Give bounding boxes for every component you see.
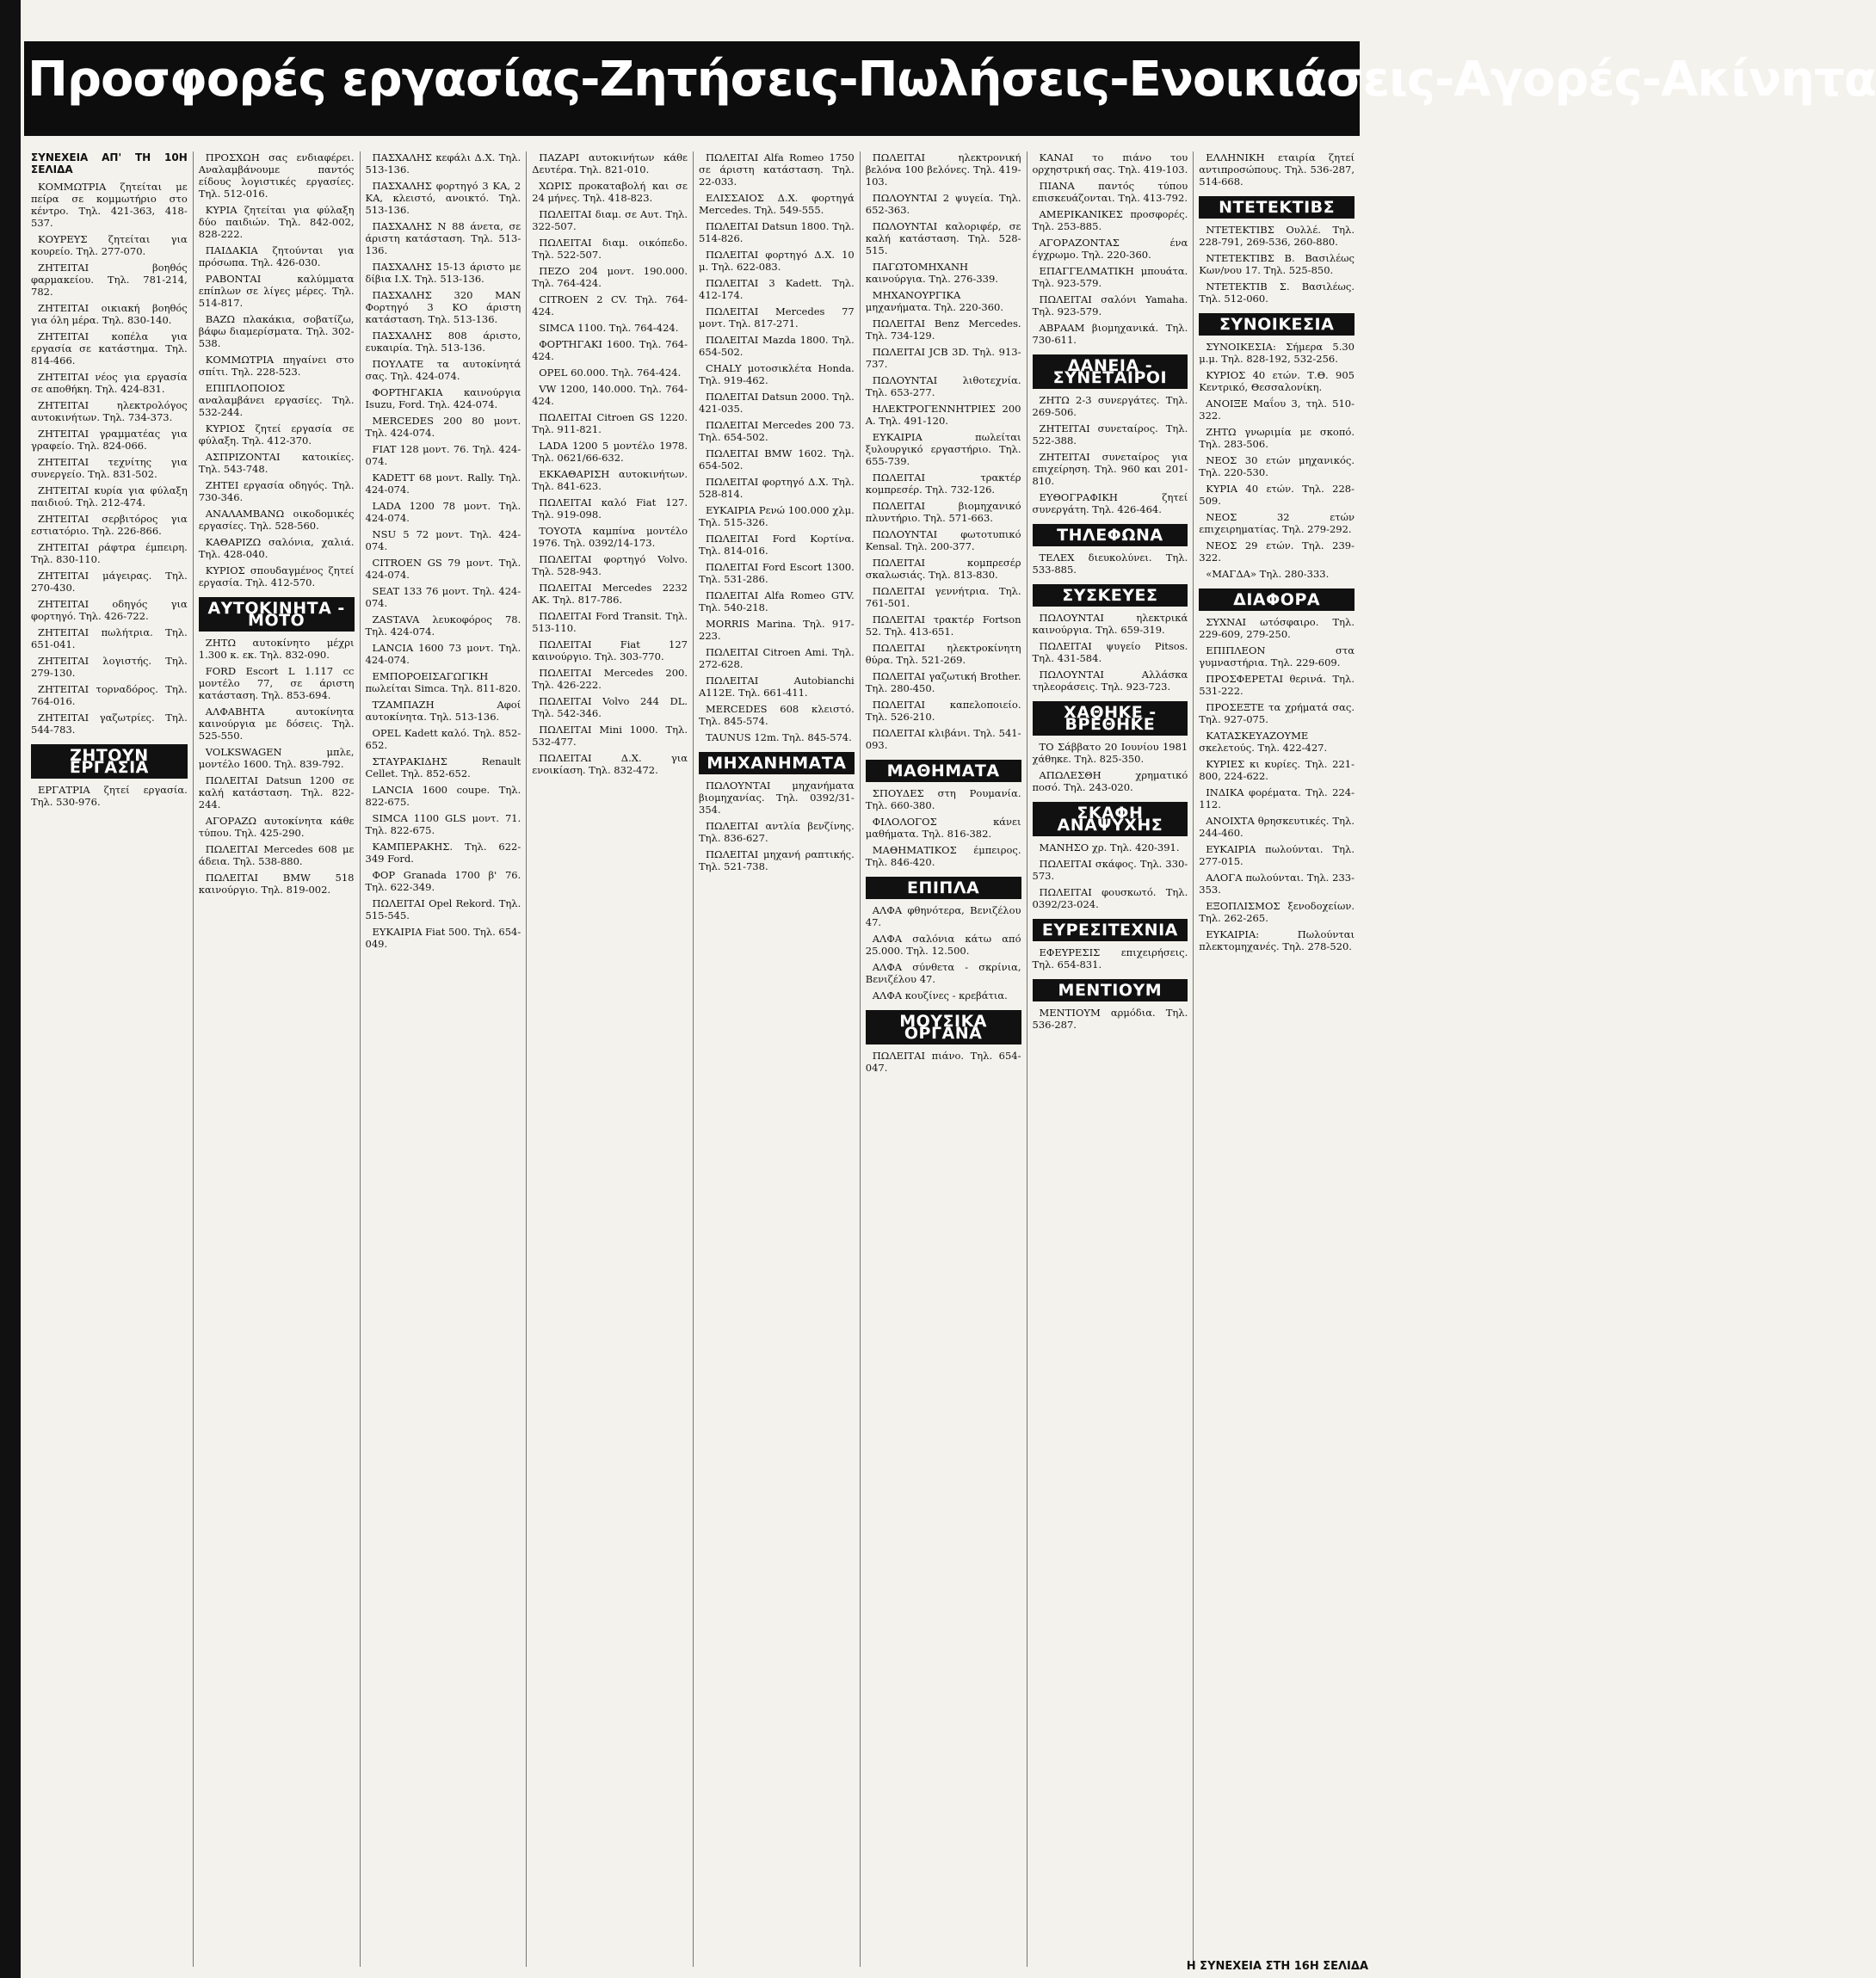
classified-ad: ΕΥΘΟΓΡΑΦΙΚΗ ζητεί συνεργάτη. Τηλ. 426-464.: [1032, 491, 1188, 515]
classified-ad: ΠΩΛΕΙΤΑΙ βιομηχανικό πλυντήριο. Τηλ. 571-663.: [865, 500, 1021, 524]
classified-ad: ΚΥΡΙΕΣ κι κυρίες. Τηλ. 221-800, 224-622.: [1199, 758, 1355, 782]
classified-ad: ΖΗΤΕΙΤΑΙ νέος για εργασία σε αποθήκη. Τηλ. 424-831.: [31, 371, 188, 395]
classified-ad: FORD Escort L 1.117 cc μοντέλο 77, σε άριστη κατάσταση. Τηλ. 853-694.: [198, 665, 355, 701]
classified-ad: ΕΠΙΠΛΟΠΟΙΟΣ αναλαμβάνει εργασίες. Τηλ. 532-244.: [198, 382, 355, 418]
classified-ad: ΕΥΚΑΙΡΙΑ πωλούνται. Τηλ. 277-015.: [1199, 843, 1355, 867]
classified-ad: ΠΑΣΧΑΛΗΣ φορτηγό 3 ΚΑ, 2 ΚΑ, κλειστό, ανοικτό. Τηλ. 513-136.: [365, 180, 521, 216]
classified-ad: ΚΟΜΜΩΤΡΙΑ ζητείται με πείρα σε κομμωτήριο στο κέντρο. Τηλ. 421-363, 418-537.: [31, 181, 188, 229]
page-header: [24, 41, 1876, 136]
classified-ad: ΠΟΥΛΑΤΕ τα αυτοκίνητά σας. Τηλ. 424-074.: [365, 358, 521, 382]
classified-ad: MORRIS Marina. Τηλ. 917-223.: [699, 618, 855, 642]
section-heading: ΑΥΤΟΚΙΝΗΤΑ - ΜΟΤΟ: [199, 597, 355, 632]
classified-ad: ΦΟΡ Granada 1700 β' 76. Τηλ. 622-349.: [365, 869, 521, 893]
classified-ad: ΠΩΛΕΙΤΑΙ Volvo 244 DL. Τηλ. 542-346.: [532, 695, 688, 719]
section-heading: ΕΥΡΕΣΙΤΕΧΝΙΑ: [1033, 919, 1188, 941]
classified-ad: ΚΥΡΙΟΣ 40 ετών. Τ.Θ. 905 Κεντρικό, Θεσσαλονίκη.: [1199, 369, 1355, 393]
section-heading: ΝΤΕΤΕΚΤΙΒΣ: [1199, 196, 1355, 219]
section-heading: ΣΥΣΚΕΥΕΣ: [1033, 584, 1188, 607]
classified-ad: ΠΩΛΕΙΤΑΙ τρακτέρ Fortson 52. Τηλ. 413-651.: [865, 613, 1021, 638]
classified-ad: ΠΩΛΕΙΤΑΙ γεννήτρια. Τηλ. 761-501.: [865, 585, 1021, 609]
classified-ad: ΠΑΣΧΑΛΗΣ κεφάλι Δ.Χ. Τηλ. 513-136.: [365, 151, 521, 176]
section-heading: ΕΠΙΠΛΑ: [866, 877, 1021, 899]
classified-ad: ΖΗΤΕΙΤΑΙ κυρία για φύλαξη παιδιού. Τηλ. 212-474.: [31, 484, 188, 508]
classified-ad: ΤΟ Σάββατο 20 Ιουνίου 1981 χάθηκε. Τηλ. 825-350.: [1032, 741, 1188, 765]
classified-ad: ΠΩΛΕΙΤΑΙ αντλία βενζίνης. Τηλ. 836-627.: [699, 820, 855, 844]
section-heading: ΜΕΝΤΙΟΥΜ: [1033, 979, 1188, 1001]
classified-ad: ΠΩΛΕΙΤΑΙ Alfa Romeo GTV. Τηλ. 540-218.: [699, 589, 855, 613]
classified-ad: ΠΩΛΕΙΤΑΙ φουσκωτό. Τηλ. 0392/23-024.: [1032, 886, 1188, 910]
classified-ad: ΧΩΡΙΣ προκαταβολή και σε 24 μήνες. Τηλ. 418-823.: [532, 180, 688, 204]
classified-ad: ΙΝΔΙΚΑ φορέματα. Τηλ. 224-112.: [1199, 786, 1355, 810]
classified-ad: ΕΛΙΣΣΑΙΟΣ Δ.Χ. φορτηγά Mercedes. Τηλ. 549-555.: [699, 192, 855, 216]
classified-ad: ΚΟΜΜΩΤΡΙΑ πηγαίνει στο σπίτι. Τηλ. 228-523.: [198, 354, 355, 378]
classified-ad: ΤΖΑΜΠΑΖΗ Αφοί αυτοκίνητα. Τηλ. 513-136.: [365, 699, 521, 723]
classified-ad: ΑΛΦΑ φθηνότερα, Βενιζέλου 47.: [865, 904, 1021, 928]
classified-ad: ΠΩΛΕΙΤΑΙ Citroen Ami. Τηλ. 272-628.: [699, 646, 855, 670]
classified-ad: ΠΩΛΟΥΝΤΑΙ λιθοτεχνία. Τηλ. 653-277.: [865, 374, 1021, 398]
classified-ad: ΝΕΟΣ 32 ετών επιχειρηματίας. Τηλ. 279-292.: [1199, 511, 1355, 535]
classified-ad: SIMCA 1100 GLS μοντ. 71. Τηλ. 822-675.: [365, 812, 521, 836]
classified-ad: ΚΟΥΡΕΥΣ ζητείται για κουρείο. Τηλ. 277-070.: [31, 233, 188, 257]
classified-ad: ΖΗΤΕΙΤΑΙ βοηθός φαρμακείου. Τηλ. 781-214, 782.: [31, 262, 188, 298]
classified-ad: ΠΩΛΕΙΤΑΙ Ford Transit. Τηλ. 513-110.: [532, 610, 688, 634]
column-4: [526, 151, 693, 1967]
classified-ad: ΣΥΧΝΑΙ ωτόσφαιρο. Τηλ. 229-609, 279-250.: [1199, 616, 1355, 640]
classified-ad: ΠΩΛΕΙΤΑΙ ηλεκτροκίνητη θύρα. Τηλ. 521-269.: [865, 642, 1021, 666]
classified-ad: ΠΩΛΕΙΤΑΙ ηλεκτρονική βελόνα 100 βελόνες. Τηλ. 419-103.: [865, 151, 1021, 188]
classified-ad: ΠΩΛΕΙΤΑΙ Ford Κορτίνα. Τηλ. 814-016.: [699, 533, 855, 557]
classified-ad: ZASTAVA λευκοφόρος 78. Τηλ. 424-074.: [365, 613, 521, 638]
classified-ad: ΑΛΦΑ σύνθετα - σκρίνια, Βενιζέλου 47.: [865, 961, 1021, 985]
column-7: [1027, 151, 1194, 1967]
classified-ad: ΣΠΟΥΔΕΣ στη Ρουμανία. Τηλ. 660-380.: [865, 787, 1021, 811]
column-3: [360, 151, 527, 1967]
classified-ad: ΠΩΛΕΙΤΑΙ καλό Fiat 127. Τηλ. 919-098.: [532, 496, 688, 521]
classified-ad: ΠΩΛΟΥΝΤΑΙ Αλλάσκα τηλεοράσεις. Τηλ. 923-723.: [1032, 669, 1188, 693]
classified-ad: ΕΛΛΗΝΙΚΗ εταιρία ζητεί αντιπροσώπους. Τηλ. 536-287, 514-668.: [1199, 151, 1355, 188]
classified-ad: ΠΩΛΕΙΤΑΙ φορτηγό Volvo. Τηλ. 528-943.: [532, 553, 688, 577]
classified-ad: ΚΥΡΙΟΣ σπουδαγμένος ζητεί εργασία. Τηλ. 412-570.: [198, 564, 355, 588]
classified-ad: ΗΛΕΚΤΡΟΓΕΝΝΗΤΡΙΕΣ 200 A. Τηλ. 491-120.: [865, 403, 1021, 427]
section-heading: ΧΑΘΗΚΕ - ΒΡΕΘΗΚΕ: [1033, 701, 1188, 736]
classified-ad: ΑΜΕΡΙΚΑΝΙΚΕΣ προσφορές. Τηλ. 253-885.: [1032, 208, 1188, 232]
classified-ad: ΠΑΓΩΤΟΜΗΧΑΝΗ καινούργια. Τηλ. 276-339.: [865, 261, 998, 285]
classified-ad: ΠΩΛΕΙΤΑΙ γαζωτική Brother. Τηλ. 280-450.: [865, 670, 1021, 694]
section-heading: ΜΑΘΗΜΑΤΑ: [866, 760, 1021, 782]
page-edge-strip: [0, 0, 21, 1978]
classified-ad: ΠΩΛΕΙΤΑΙ φορτηγό Δ.Χ. Τηλ. 528-814.: [699, 476, 855, 500]
classified-ad: ΖΗΤΕΙΤΑΙ οδηγός για φορτηγό. Τηλ. 426-722.: [31, 598, 188, 622]
classified-ad: ΠΩΛΕΙΤΑΙ τρακτέρ κομπρεσέρ. Τηλ. 732-126.: [865, 471, 1021, 496]
classified-ad: CITROEN 2 CV. Τηλ. 764-424.: [532, 293, 688, 317]
section-heading: ΜΟΥΣΙΚΑ ΟΡΓΑΝΑ: [866, 1010, 1021, 1044]
classified-ad: ΕΜΠΟΡΟΕΙΣΑΓΩΓΙΚΗ πωλείται Simca. Τηλ. 811-820.: [365, 670, 521, 694]
classified-ad: ΠΑΖΑΡΙ αυτοκινήτων κάθε Δευτέρα. Τηλ. 821-010.: [532, 151, 688, 176]
section-heading: ΣΥΝΟΙΚΕΣΙΑ: [1199, 313, 1355, 336]
classified-ad: ΠΩΛΕΙΤΑΙ Datsun 1200 σε καλή κατάσταση. Τηλ. 822-244.: [198, 774, 355, 810]
classified-ad: ΖΗΤΩ αυτοκίνητο μέχρι 1.300 κ. εκ. Τηλ. 832-090.: [198, 637, 355, 661]
classified-ad: ΠΩΛΕΙΤΑΙ Opel Rekord. Τηλ. 515-545.: [365, 897, 521, 921]
classified-ad: ΜΕΝΤΙΟΥΜ αρμόδια. Τηλ. 536-287.: [1032, 1007, 1188, 1031]
classified-ad: ΠΙΑΝΑ παντός τύπου επισκευάζονται. Τηλ. 413-792.: [1032, 180, 1188, 204]
classified-ad: ΝΤΕΤΕΚΤΙΒΣ Β. Βασιλέως Κων/νου 17. Τηλ. 525-850.: [1199, 252, 1355, 276]
classified-ad: ΠΕΖΟ 204 μοντ. 190.000. Τηλ. 764-424.: [532, 265, 688, 289]
classified-ad: ΠΑΙΔΑΚΙΑ ζητούνται για πρόσωπα. Τηλ. 426-030.: [198, 244, 355, 268]
classified-ad: ΡΑΒΟΝΤΑΙ καλύμματα επίπλων σε λίγες μέρες. Τηλ. 514-817.: [198, 273, 355, 309]
classified-ad: «ΜΑΓΔΑ» Τηλ. 280-333.: [1206, 568, 1330, 580]
classified-ad: SIMCA 1100. Τηλ. 764-424.: [539, 322, 679, 334]
classified-ad: ΚΑΘΑΡΙΖΩ σαλόνια, χαλιά. Τηλ. 428-040.: [198, 536, 355, 560]
classified-ad: TAUNUS 12m. Τηλ. 845-574.: [706, 731, 852, 743]
classified-ad: ΝΤΕΤΕΚΤΙΒ Σ. Βασιλέως. Τηλ. 512-060.: [1199, 280, 1355, 305]
section-heading: ΔΑΝΕΙΑ - ΣΥΝΕΤΑΙΡΟΙ: [1033, 354, 1188, 389]
classified-ad: ΠΩΛΟΥΝΤΑΙ ηλεκτρικά καινούργια. Τηλ. 659-319.: [1032, 612, 1188, 636]
section-heading: ΖΗΤΟΥΝ ΕΡΓΑΣΙΑ: [31, 744, 188, 779]
classified-ad: ΦΟΡΤΗΓΑΚΙ 1600. Τηλ. 764-424.: [532, 338, 688, 362]
classified-ad: ΕΠΑΓΓΕΛΜΑΤΙΚΗ μπουάτα. Τηλ. 923-579.: [1032, 265, 1188, 289]
classified-ad: ΦΟΡΤΗΓΑΚΙΑ καινούργια Isuzu, Ford. Τηλ. 424-074.: [365, 386, 521, 410]
classified-ad: ΕΞΟΠΛΙΣΜΟΣ ξενοδοχείων. Τηλ. 262-265.: [1199, 900, 1355, 924]
classified-ad: ΒΑΖΩ πλακάκια, σοβατίζω, βάφω διαμερίσματα. Τηλ. 302-538.: [198, 313, 355, 349]
continuation-heading: ΣΥΝΕΧΕΙΑ ΑΠ' ΤΗ 10Η ΣΕΛΙΔΑ: [31, 151, 188, 176]
classified-ad: ΠΩΛΕΙΤΑΙ διαμ. οικόπεδο. Τηλ. 522-507.: [532, 237, 688, 261]
classified-ad: VW 1200, 140.000. Τηλ. 764-424.: [532, 383, 688, 407]
classified-ad: ΑΝΑΛΑΜΒΑΝΩ οικοδομικές εργασίες. Τηλ. 528-560.: [198, 508, 355, 532]
classified-ad: ΚΥΡΙΑ ζητείται για φύλαξη δύο παιδιών. Τηλ. 842-002, 828-222.: [198, 204, 355, 240]
classified-ad: ΜΑΝΗΣΟ χρ. Τηλ. 420-391.: [1039, 841, 1180, 853]
classified-ad: ΠΩΛΕΙΤΑΙ καπελοποιείο. Τηλ. 526-210.: [865, 699, 1021, 723]
section-heading: ΔΙΑΦΟΡΑ: [1199, 588, 1355, 611]
classified-ad: ΖΗΤΕΙΤΑΙ συνεταίρος. Τηλ. 522-388.: [1032, 422, 1188, 447]
classified-ad: ΠΩΛΕΙΤΑΙ Autobianchi A112E. Τηλ. 661-411.: [699, 675, 855, 699]
classified-ad: NSU 5 72 μοντ. Τηλ. 424-074.: [365, 528, 521, 552]
classified-ad: KADETT 68 μοντ. Rally. Τηλ. 424-074.: [365, 471, 521, 496]
classified-ad: ΠΩΛΕΙΤΑΙ Δ.Χ. για ενοικίαση. Τηλ. 832-472.: [532, 752, 688, 776]
classified-ad: ΦΙΛΟΛΟΓΟΣ κάνει μαθήματα. Τηλ. 816-382.: [865, 816, 1021, 840]
classified-ad: ΑΠΩΛΕΣΘΗ χρηματικό ποσό. Τηλ. 243-020.: [1032, 769, 1188, 793]
classified-ad: ΑΛΦΑΒΗΤΑ αυτοκίνητα καινούργια με δόσεις. Τηλ. 525-550.: [198, 706, 355, 742]
classified-ad: ΠΩΛΕΙΤΑΙ Citroen GS 1220. Τηλ. 911-821.: [532, 411, 688, 435]
classified-ad: ΠΩΛΕΙΤΑΙ πιάνο. Τηλ. 654-047.: [865, 1050, 1021, 1074]
classified-ad: ΕΥΚΑΙΡΙΑ: Πωλούνται πλεκτομηχανές. Τηλ. 278-520.: [1199, 928, 1355, 952]
classified-ad: TOYOTA καμπίνα μοντέλο 1976. Τηλ. 0392/14-173.: [532, 525, 688, 549]
classified-ad: ΖΗΤΕΙΤΑΙ οικιακή βοηθός για όλη μέρα. Τηλ. 830-140.: [31, 302, 188, 326]
classified-ad: ΑΣΠΡΙΖΟΝΤΑΙ κατοικίες. Τηλ. 543-748.: [198, 451, 355, 475]
classified-ad: LADA 1200 78 μοντ. Τηλ. 424-074.: [365, 500, 521, 524]
classified-ad: ΠΩΛΕΙΤΑΙ Mercedes 2232 AK. Τηλ. 817-786.: [532, 582, 688, 606]
classified-ad: ΠΡΟΣΕΞΤΕ τα χρήματά σας. Τηλ. 927-075.: [1199, 701, 1355, 725]
classified-ad: ΠΩΛΟΥΝΤΑΙ μηχανήματα βιομηχανίας. Τηλ. 0392/31-354.: [699, 779, 855, 816]
classified-ad: ΖΗΤΕΙΤΑΙ γαζωτρίες. Τηλ. 544-783.: [31, 712, 188, 736]
classified-ad: VOLKSWAGEN μπλε, μοντέλο 1600. Τηλ. 839-792.: [198, 746, 355, 770]
classified-ad: ΑΛΟΓΑ πωλούνται. Τηλ. 233-353.: [1199, 872, 1355, 896]
classified-ad: ΕΡΓΑΤΡΙΑ ζητεί εργασία. Τηλ. 530-976.: [31, 784, 188, 808]
classified-ad: ΑΓΟΡΑΖΩ αυτοκίνητα κάθε τύπου. Τηλ. 425-290.: [198, 815, 355, 839]
section-heading: ΣΚΑΦΗ ΑΝΑΨΥΧΗΣ: [1033, 802, 1188, 836]
classified-ad: ΠΡΟΣΧΩΗ σας ενδιαφέρει. Αναλαμβάνουμε παντός είδους λογιστικές εργασίες. Τηλ. 512-016.: [198, 151, 355, 200]
classified-ad: ΚΑΜΠΕΡΑΚΗΣ. Τηλ. 622-349 Ford.: [365, 841, 521, 865]
classified-ad: ΠΩΛΟΥΝΤΑΙ φωτοτυπικό Kensal. Τηλ. 200-377.: [865, 528, 1021, 552]
classified-ad: ΠΩΛΕΙΤΑΙ κλιβάνι. Τηλ. 541-093.: [865, 727, 1021, 751]
classified-ad: MERCEDES 608 κλειστό. Τηλ. 845-574.: [699, 703, 855, 727]
classified-ad: ΖΗΤΕΙΤΑΙ γραμματέας για γραφείο. Τηλ. 824-066.: [31, 428, 188, 452]
classified-ad: ΠΩΛΕΙΤΑΙ Datsun 2000. Τηλ. 421-035.: [699, 391, 855, 415]
classified-ad: ΠΩΛΟΥΝΤΑΙ καλοριφέρ, σε καλή κατάσταση. Τηλ. 528-515.: [865, 220, 1021, 256]
classified-ad: ΠΡΟΣΦΕΡΕΤΑΙ θερινά. Τηλ. 531-222.: [1199, 673, 1355, 697]
classified-ad: ΠΩΛΕΙΤΑΙ ψυγείο Pitsos. Τηλ. 431-584.: [1032, 640, 1188, 664]
column-6: [860, 151, 1027, 1967]
classified-ad: ΕΥΚΑΙΡΙΑ Fiat 500. Τηλ. 654-049.: [365, 926, 521, 950]
classified-ad: ΠΩΛΕΙΤΑΙ σαλόνι Yamaha. Τηλ. 923-579.: [1032, 293, 1188, 317]
classified-ad: ΠΩΛΕΙΤΑΙ διαμ. σε Αυτ. Τηλ. 322-507.: [532, 208, 688, 232]
classified-ad: ΕΥΚΑΙΡΙΑ Ρενώ 100.000 χλμ. Τηλ. 515-326.: [699, 504, 855, 528]
classified-ad: ΠΩΛΕΙΤΑΙ Alfa Romeo 1750 σε άριστη κατάσταση. Τηλ. 22-033.: [699, 151, 855, 188]
classified-ad: ΖΗΤΕΙΤΑΙ ράφτρα έμπειρη. Τηλ. 830-110.: [31, 541, 188, 565]
classified-ad: ΠΩΛΕΙΤΑΙ μηχανή ραπτικής. Τηλ. 521-738.: [699, 848, 855, 872]
classified-ad: ΝΕΟΣ 30 ετών μηχανικός. Τηλ. 220-530.: [1199, 454, 1355, 478]
classified-ad: ΠΩΛΕΙΤΑΙ JCB 3D. Τηλ. 913-737.: [865, 346, 1021, 370]
classified-ad: OPEL Kadett καλό. Τηλ. 852-652.: [365, 727, 521, 751]
classified-ad: ΠΩΛΕΙΤΑΙ BMW 1602. Τηλ. 654-502.: [699, 447, 855, 471]
classified-ad: ΠΑΣΧΑΛΗΣ 15-13 άριστο με δίβια Ι.Χ. Τηλ. 513-136.: [365, 261, 521, 285]
classified-ad: ΠΩΛΕΙΤΑΙ Datsun 1800. Τηλ. 514-826.: [699, 220, 855, 244]
classified-ad: ΠΩΛΕΙΤΑΙ Mercedes 77 μοντ. Τηλ. 817-271.: [699, 305, 855, 330]
classified-ad: ΖΗΤΕΙ εργασία οδηγός. Τηλ. 730-346.: [198, 479, 355, 503]
classified-ad: MERCEDES 200 80 μοντ. Τηλ. 424-074.: [365, 415, 521, 439]
classified-ad: ΖΗΤΩ 2-3 συνεργάτες. Τηλ. 269-506.: [1032, 394, 1188, 418]
classified-ad: ΝΕΟΣ 29 ετών. Τηλ. 239-322.: [1199, 539, 1355, 564]
page-title: Προσφορές εργασίας-Ζητήσεις-Πωλήσεις-Ενοικιάσεις-Αγορές-Ακίνητα: [28, 52, 1876, 108]
classified-ad: ΠΑΣΧΑΛΗΣ 808 άριστο, ευκαιρία. Τηλ. 513-136.: [365, 330, 521, 354]
classified-ad: ΠΩΛΕΙΤΑΙ 3 Kadett. Τηλ. 412-174.: [699, 277, 855, 301]
classified-ad: ΣΤΑΥΡΑΚΙΔΗΣ Renault Cellet. Τηλ. 852-652.: [365, 755, 521, 779]
classified-ad: ΠΩΛΕΙΤΑΙ φορτηγό Δ.Χ. 10 μ. Τηλ. 622-083.: [699, 249, 855, 273]
classified-ad: ΕΦΕΥΡΕΣΙΣ επιχειρήσεις. Τηλ. 654-831.: [1032, 946, 1188, 971]
classified-ad: SEAT 133 76 μοντ. Τηλ. 424-074.: [365, 585, 521, 609]
classified-ad: ΖΗΤΕΙΤΑΙ τεχνίτης για συνεργείο. Τηλ. 831-502.: [31, 456, 188, 480]
classified-ad: ΤΕΛΕΧ διευκολύνει. Τηλ. 533-885.: [1032, 551, 1188, 576]
classified-ad: LANCIA 1600 coupe. Τηλ. 822-675.: [365, 784, 521, 808]
classified-ad: ΠΩΛΕΙΤΑΙ Mercedes 608 με άδεια. Τηλ. 538-880.: [198, 843, 355, 867]
classified-ad: ΖΗΤΕΙΤΑΙ μάγειρας. Τηλ. 270-430.: [31, 570, 188, 594]
classified-ad: ΜΑΘΗΜΑΤΙΚΟΣ έμπειρος. Τηλ. 846-420.: [865, 844, 1021, 868]
column-2: [193, 151, 360, 1967]
classified-ad: ΠΩΛΕΙΤΑΙ Ford Escort 1300. Τηλ. 531-286.: [699, 561, 855, 585]
classified-ad: ΖΗΤΩ γνωριμία με σκοπό. Τηλ. 283-506.: [1199, 426, 1355, 450]
classified-ad: ΖΗΤΕΙΤΑΙ κοπέλα για εργασία σε κατάστημα. Τηλ. 814-466.: [31, 330, 188, 367]
classified-ad: ΠΩΛΕΙΤΑΙ Mazda 1800. Τηλ. 654-502.: [699, 334, 855, 358]
classified-ad: ΑΝΟΙΞΕ Μαΐου 3, τηλ. 510-322.: [1199, 397, 1355, 422]
classified-ad: ΕΚΚΑΘΑΡΙΣΗ αυτοκινήτων. Τηλ. 841-623.: [532, 468, 688, 492]
classified-ad: ΕΥΚΑΙΡΙΑ πωλείται ξυλουργικό εργαστήριο. Τηλ. 655-739.: [865, 431, 1021, 467]
classified-ad: ΖΗΤΕΙΤΑΙ τορναδόρος. Τηλ. 764-016.: [31, 683, 188, 707]
classified-ad: ΠΩΛΕΙΤΑΙ Fiat 127 καινούργιο. Τηλ. 303-770.: [532, 638, 688, 662]
classified-ad: ΖΗΤΕΙΤΑΙ ηλεκτρολόγος αυτοκινήτων. Τηλ. 734-373.: [31, 399, 188, 423]
classified-ad: FIAT 128 μοντ. 76. Τηλ. 424-074.: [365, 443, 521, 467]
column-8: [1193, 151, 1360, 1967]
section-heading: ΤΗΛΕΦΩΝΑ: [1033, 524, 1188, 546]
classified-ad: ΖΗΤΕΙΤΑΙ λογιστής. Τηλ. 279-130.: [31, 655, 188, 679]
classified-ad: ΣΥΝΟΙΚΕΣΙΑ: Σήμερα 5.30 μ.μ. Τηλ. 828-192, 532-256.: [1199, 341, 1355, 365]
classified-ad: ΑΛΦΑ σαλόνια κάτω από 25.000. Τηλ. 12.500.: [865, 933, 1021, 957]
classified-ad: ΠΩΛΕΙΤΑΙ κομπρεσέρ σκαλωσιάς. Τηλ. 813-830.: [865, 557, 1021, 581]
classified-ad: ΖΗΤΕΙΤΑΙ πωλήτρια. Τηλ. 651-041.: [31, 626, 188, 650]
classified-ad: ΑΛΦΑ κουζίνες - κρεβάτια.: [872, 989, 1008, 1001]
classified-ad: ΠΩΛΕΙΤΑΙ Mercedes 200. Τηλ. 426-222.: [532, 667, 688, 691]
column-5: [693, 151, 860, 1967]
continuation-note: Η ΣΥΝΕΧΕΙΑ ΣΤΗ 16Η ΣΕΛΙΔΑ: [1186, 1960, 1368, 1973]
classified-ad: ΜΗΧΑΝΟΥΡΓΙΚΑ μηχανήματα. Τηλ. 220-360.: [865, 289, 1004, 313]
classified-ad: ΠΑΣΧΑΛΗΣ Ν 88 άνετα, σε άριστη κατάσταση. Τηλ. 513-136.: [365, 220, 521, 256]
classified-ad: ΑΒΡΑΑΜ βιομηχανικά. Τηλ. 730-611.: [1032, 322, 1188, 346]
classified-ad: ΚΑΤΑΣΚΕΥΑΖΟΥΜΕ σκελετούς. Τηλ. 422-427.: [1199, 730, 1328, 754]
classified-ad: ΚΥΡΙΑ 40 ετών. Τηλ. 228-509.: [1199, 483, 1355, 507]
classified-ad: CHALY μοτοσικλέτα Honda. Τηλ. 919-462.: [699, 362, 855, 386]
classified-ad: OPEL 60.000. Τηλ. 764-424.: [539, 367, 682, 379]
classified-ad: LANCIA 1600 73 μοντ. Τηλ. 424-074.: [365, 642, 521, 666]
classified-ad: ΑΓΟΡΑΖΟΝΤΑΣ ένα έγχρωμο. Τηλ. 220-360.: [1032, 237, 1188, 261]
classified-ad: ΚΥΡΙΟΣ ζητεί εργασία σε φύλαξη. Τηλ. 412-370.: [198, 422, 355, 447]
classified-ad: ΠΩΛΕΙΤΑΙ σκάφος. Τηλ. 330-573.: [1032, 858, 1188, 882]
classified-ad: ΕΠΙΠΛΕΟΝ στα γυμναστήρια. Τηλ. 229-609.: [1199, 644, 1355, 669]
classified-ad: ΠΩΛΕΙΤΑΙ BMW 518 καινούργιο. Τηλ. 819-002.: [198, 872, 355, 896]
classified-ad: ΠΩΛΕΙΤΑΙ Mini 1000. Τηλ. 532-477.: [532, 724, 688, 748]
classified-ad: ΖΗΤΕΙΤΑΙ σερβιτόρος για εστιατόριο. Τηλ. 226-866.: [31, 513, 188, 537]
classified-ad: ΚΑΝΑΙ το πιάνο του ορχηστρική σας. Τηλ. 419-103.: [1032, 151, 1188, 176]
classified-ad: ΠΑΣΧΑΛΗΣ 320 ΜΑΝ Φορτηγό 3 ΚΟ άριστη κατάσταση. Τηλ. 513-136.: [365, 289, 521, 325]
classified-ad: CITROEN GS 79 μοντ. Τηλ. 424-074.: [365, 557, 521, 581]
classified-ad: ΠΩΛΕΙΤΑΙ Benz Mercedes. Τηλ. 734-129.: [865, 317, 1021, 342]
classified-ad: ΑΝΟΙΧΤΑ θρησκευτικές. Τηλ. 244-460.: [1199, 815, 1355, 839]
classified-ad: LADA 1200 5 μοντέλο 1978. Τηλ. 0621/66-632.: [532, 440, 688, 464]
classified-ad: ΠΩΛΕΙΤΑΙ Mercedes 200 73. Τηλ. 654-502.: [699, 419, 855, 443]
column-1: [26, 151, 193, 1967]
section-heading: ΜΗΧΑΝΗΜΑΤΑ: [699, 752, 855, 774]
classified-ad: ΠΩΛΟΥΝΤΑΙ 2 ψυγεία. Τηλ. 652-363.: [865, 192, 1021, 216]
classified-ad: ΖΗΤΕΙΤΑΙ συνεταίρος για επιχείρηση. Τηλ. 960 και 201-810.: [1032, 451, 1188, 487]
classified-ad: ΝΤΕΤΕΚΤΙΒΣ Ουλλέ. Τηλ. 228-791, 269-536, 260-880.: [1199, 224, 1355, 248]
